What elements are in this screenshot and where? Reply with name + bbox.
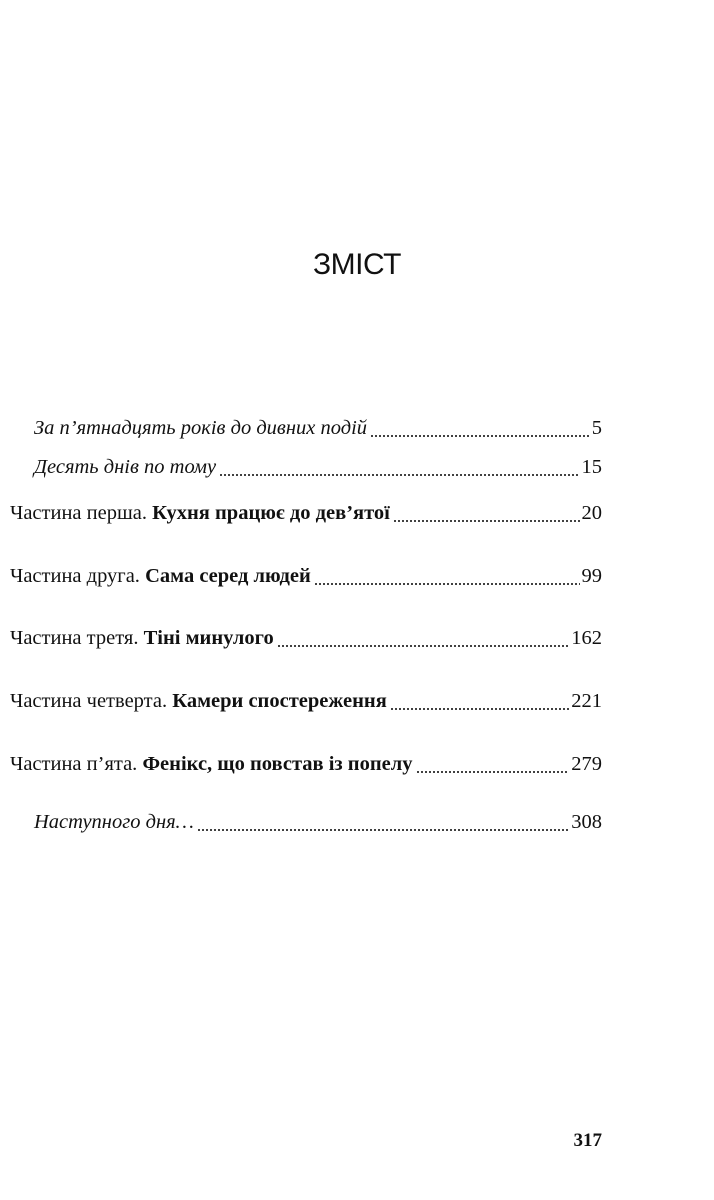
toc-entry-page: 162 [571,627,602,649]
toc-part-title: Кухня працює до дев’ятої [152,502,390,524]
toc-part-number: Частина п’ята. [10,753,143,775]
toc-entry-label [10,689,387,713]
toc-part-number: Частина друга. [10,565,146,587]
toc-entry-label [10,626,274,650]
toc-entry-part-5[interactable] [10,752,602,776]
toc-entry-ten-days-later[interactable] [34,455,602,479]
page-number: 317 [573,1130,602,1151]
toc-entry-part-3[interactable] [10,626,602,650]
toc-part-number: Частина третя. [10,627,144,649]
toc-entry-page: 20 [581,502,602,524]
toc-entry-page: 279 [571,753,602,775]
dot-leader [390,708,569,710]
dot-leader [370,435,590,437]
toc-entry-page: 5 [591,417,602,439]
page-title: ЗМІСТ [313,248,401,281]
toc-entry-part-4[interactable] [10,689,602,713]
toc-part-title: Фенікс, що повстав із попелу [142,753,413,775]
toc-entry-title: Десять днів по тому [34,456,217,478]
toc-entry-page: 308 [571,811,602,833]
toc-entry-prologue[interactable] [34,416,602,440]
toc-entry-label [10,752,413,776]
dot-leader [277,645,570,647]
toc-part-title: Камери спостереження [172,690,387,712]
toc-entry-title: Наступного дня… [34,811,194,833]
toc-entry-page: 15 [581,456,602,478]
toc-entry-page: 99 [581,565,602,587]
toc-entry-label [10,564,311,588]
dot-leader [219,474,579,476]
toc-part-number: Частина четверта. [10,690,173,712]
toc-part-title: Сама серед людей [145,565,311,587]
toc-part-number: Частина перша. [10,502,153,524]
dot-leader [393,520,580,522]
toc-entry-page: 221 [571,690,602,712]
dot-leader [416,771,570,773]
toc-entry-next-day[interactable] [34,810,602,834]
dot-leader [197,829,569,831]
toc-entry-part-1[interactable] [10,501,602,525]
dot-leader [314,583,580,585]
toc-part-title: Тіні минулого [143,627,274,649]
toc-entry-title: За п’ятнадцять років до дивних подій [34,417,368,439]
toc-entry-label [10,501,390,525]
toc-entry-part-2[interactable] [10,564,602,588]
